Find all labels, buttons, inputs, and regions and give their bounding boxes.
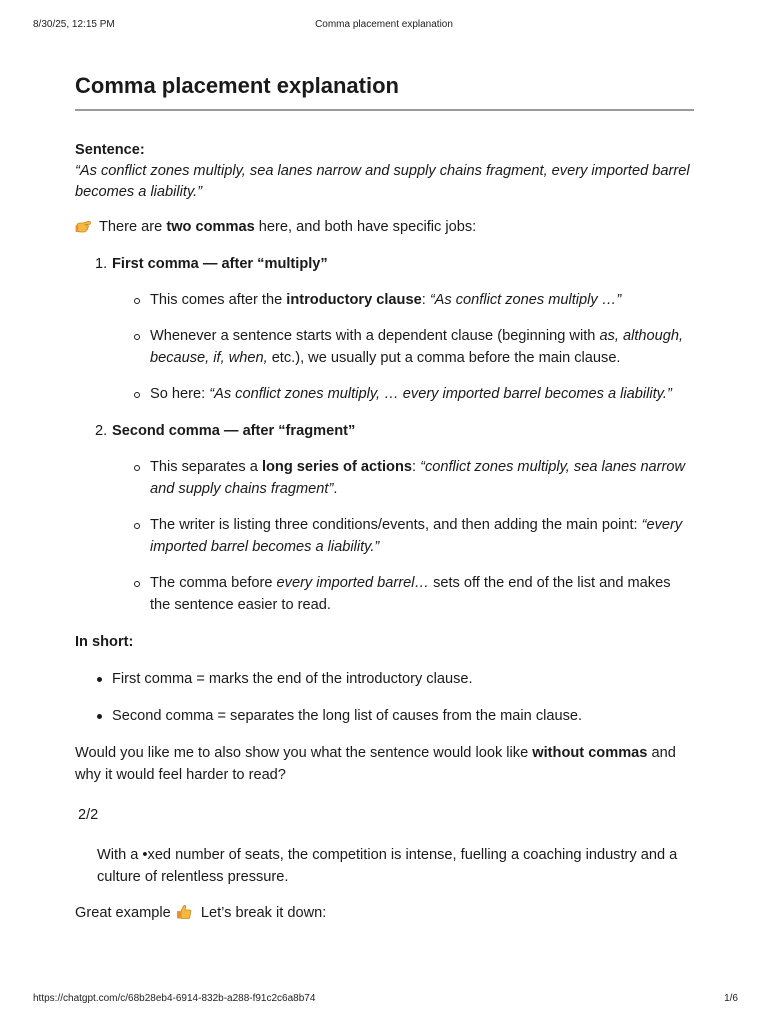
sub-list <box>112 456 694 616</box>
summary-text: Second comma = separates the long list of causes from the main clause. <box>112 708 583 724</box>
bullet-italic: “every imported barrel becomes a liability.” <box>150 517 683 555</box>
sub-list-item <box>112 456 694 500</box>
summary-text: First comma = marks the end of the introductory clause. <box>112 671 473 687</box>
list-number: 1. <box>95 256 108 272</box>
bullet-italic: as, although, because, if, when, <box>150 328 684 366</box>
intro-line <box>75 216 694 238</box>
summary-item <box>75 705 694 727</box>
sentence-label: Sentence: <box>75 142 145 158</box>
bullet-icon <box>134 334 140 340</box>
bullet-icon <box>97 677 102 682</box>
bullet-text: Whenever a sentence starts with a dependent clause (beginning with <box>150 328 600 344</box>
bullet-text: sets off the end of the list and makes the sentence easier to read. <box>150 575 671 613</box>
intro-text-end: here, and both have specific jobs: <box>254 219 477 235</box>
reply-text-end: Let’s break it down: <box>196 905 327 921</box>
document-content <box>75 72 694 924</box>
print-doc-title: Comma placement explanation <box>315 19 453 30</box>
thumbs-up-icon <box>175 903 193 921</box>
question-text-end: and why it would feel harder to read? <box>75 745 676 783</box>
print-datetime: 8/30/25, 12:15 PM <box>33 19 115 30</box>
sentence-block <box>75 140 694 203</box>
bullet-text: So here: <box>150 386 210 402</box>
follow-up-question <box>75 742 694 786</box>
print-url: https://chatgpt.com/c/68b28eb4-6914-832b-a288-f91c2c6a8b74 <box>33 993 316 1004</box>
sub-list-item <box>112 383 694 405</box>
sub-list <box>112 289 694 405</box>
summary-item <box>75 668 694 690</box>
summary-list <box>75 668 694 727</box>
sub-list-item <box>112 289 694 311</box>
bullet-text: etc.), we usually put a comma before the main clause. <box>267 350 621 366</box>
assistant-reply <box>75 902 694 924</box>
intro-text: There are <box>99 219 167 235</box>
bullet-icon <box>97 714 102 719</box>
question-bold: without commas <box>532 745 648 761</box>
page-number: 1/6 <box>724 993 738 1004</box>
sentence-text: “As conflict zones multiply, sea lanes narrow and supply chains fragment, every imported barrel becomes a liability.” <box>75 163 690 200</box>
sub-list-item <box>112 514 694 558</box>
bullet-icon <box>134 581 140 587</box>
list-item <box>75 253 694 405</box>
sub-list-item <box>112 572 694 616</box>
list-number: 2. <box>95 423 108 439</box>
point-heading: Second comma — after “fragment” <box>112 423 356 439</box>
bullet-icon <box>134 523 140 529</box>
bullet-text: : <box>421 292 430 308</box>
point-heading: First comma — after “multiply” <box>112 256 328 272</box>
bullet-text: This comes after the <box>150 292 287 308</box>
in-short-label: In short: <box>75 634 134 650</box>
bullet-text: The writer is listing three conditions/events, and then adding the main point: <box>150 517 642 533</box>
bullet-bold: long series of actions <box>261 459 412 475</box>
pointing-right-hand-icon <box>75 217 93 235</box>
bullet-italic: “conflict zones multiply, sea lanes narrow and supply chains fragment” <box>150 459 686 497</box>
explanation-list <box>75 253 694 616</box>
bullet-text: . <box>333 481 338 497</box>
bullet-text: This separates a <box>150 459 262 475</box>
bullet-text: The comma before <box>150 575 277 591</box>
user-message: With a •xed number of seats, the competition is intense, fuelling a coaching industry and a culture of relentless pressure. <box>97 847 678 885</box>
sub-list-item <box>112 325 694 369</box>
bullet-icon <box>134 298 140 304</box>
bullet-bold: introductory clause <box>286 292 422 308</box>
bullet-text: : <box>411 459 421 475</box>
bullet-icon <box>134 392 140 398</box>
reply-text: Great example <box>75 905 175 921</box>
question-text: Would you like me to also show you what the sentence would look like <box>75 745 533 761</box>
bullet-italic: “As conflict zones multiply …” <box>429 292 622 308</box>
list-item <box>75 420 694 616</box>
page-title: Comma placement explanation <box>75 72 694 111</box>
bullet-icon <box>134 465 140 471</box>
bullet-italic: “As conflict zones multiply, … every imported barrel becomes a liability.” <box>209 386 672 402</box>
intro-bold: two commas <box>166 219 255 235</box>
response-counter: 2/2 <box>78 807 99 823</box>
bullet-italic: every imported barrel… <box>276 575 430 591</box>
